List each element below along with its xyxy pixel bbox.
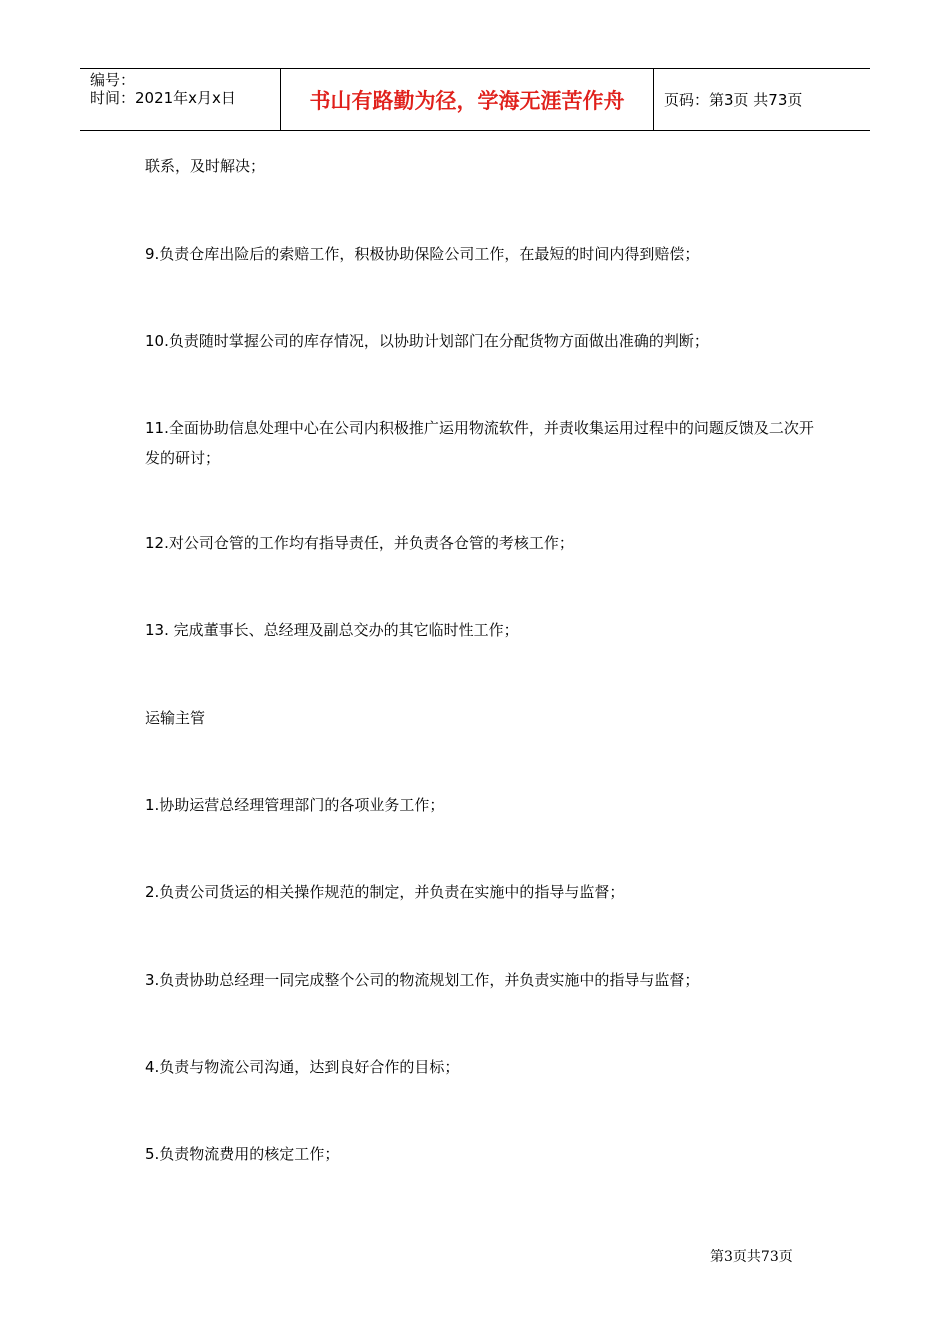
paragraph: 12.对公司仓管的工作均有指导责任，并负责各仓管的考核工作；	[145, 534, 574, 552]
paragraph: 10.负责随时掌握公司的库存情况，以协助计划部门在分配货物方面做出准确的判断；	[145, 332, 709, 350]
paragraph: 5.负责物流费用的核定工作；	[145, 1145, 340, 1163]
document-time-label: 时间：2021年x月x日	[90, 89, 236, 107]
paragraph: 11.全面协助信息处理中心在公司内积极推广运用物流软件，并责收集运用过程中的问题反馈及二次开发的研讨；	[145, 419, 814, 467]
header-page-info: 页码：第3页 共73页	[664, 91, 803, 109]
paragraph: 2.负责公司货运的相关操作规范的制定，并负责在实施中的指导与监督；	[145, 883, 625, 901]
paragraph: 4.负责与物流公司沟通，达到良好合作的目标；	[145, 1058, 460, 1076]
document-number-label: 编号：	[90, 71, 136, 89]
page-footer: 第3页共73页	[710, 1249, 793, 1265]
paragraph: 联系，及时解决；	[145, 157, 266, 175]
header-slogan: 书山有路勤为径，学海无涯苦作舟	[281, 69, 654, 130]
paragraph: 9.负责仓库出险后的索赔工作，积极协助保险公司工作，在最短的时间内得到赔偿；	[145, 245, 700, 263]
paragraph: 3.负责协助总经理一同完成整个公司的物流规划工作，并负责实施中的指导与监督；	[145, 971, 700, 989]
page-header	[80, 68, 870, 131]
paragraph: 13. 完成董事长、总经理及副总交办的其它临时性工作；	[145, 621, 519, 639]
header-meta	[80, 69, 281, 130]
paragraph: 1.协助运营总经理管理部门的各项业务工作；	[145, 796, 445, 814]
section-heading: 运输主管	[145, 709, 206, 727]
